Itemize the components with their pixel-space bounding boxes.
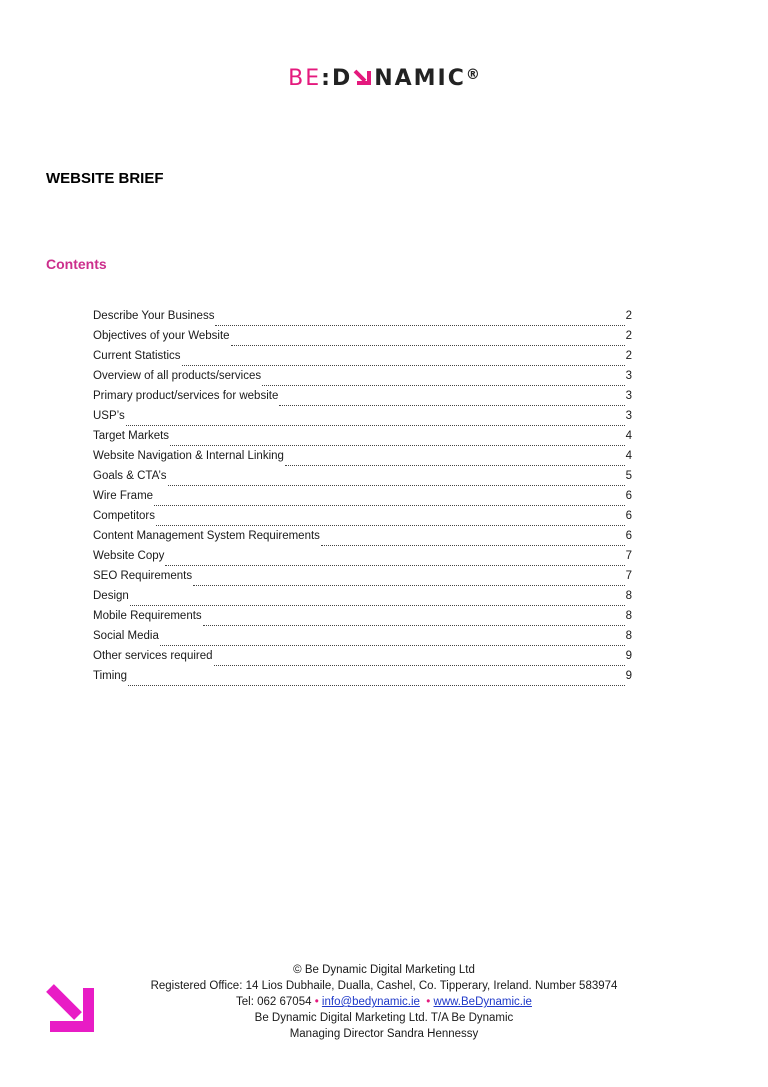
toc-entry-label: Timing: [93, 670, 128, 682]
toc-dot-leader: [130, 605, 625, 606]
footer-tel: Tel: 062 67054: [236, 996, 312, 1008]
toc-entry-page: 2: [625, 350, 632, 362]
toc-entry-label: Other services required: [93, 650, 213, 662]
toc-entry-page: 6: [625, 510, 632, 522]
toc-entry[interactable]: [93, 330, 632, 350]
toc-entry-label: Wire Frame: [93, 490, 154, 502]
footer-contact-line: [0, 994, 768, 1010]
toc-entry-label: Website Copy: [93, 550, 165, 562]
toc-entry-page: 8: [625, 630, 632, 642]
toc-dot-leader: [126, 425, 625, 426]
footer-company-line: Be Dynamic Digital Marketing Ltd. T/A Be Dynamic: [254, 1012, 514, 1024]
toc-entry-page: 3: [625, 410, 632, 422]
toc-entry-label: Target Markets: [93, 430, 170, 442]
toc-entry-label: SEO Requirements: [93, 570, 193, 582]
toc-entry[interactable]: [93, 450, 632, 470]
toc-dot-leader: [231, 345, 625, 346]
logo-arrow-icon: [353, 69, 373, 87]
contents-heading: Contents: [46, 256, 107, 272]
toc-entry[interactable]: [93, 350, 632, 370]
toc-entry-label: Current Statistics: [93, 350, 181, 362]
toc-dot-leader: [214, 665, 625, 666]
page-footer: [0, 962, 768, 1042]
toc-entry[interactable]: [93, 610, 632, 630]
toc-entry-label: Website Navigation & Internal Linking: [93, 450, 284, 462]
footer-registered-office: Registered Office: 14 Lios Dubhaile, Dualla, Cashel, Co. Tipperary, Ireland. Number 583974: [150, 980, 618, 992]
toc-dot-leader: [128, 685, 625, 686]
toc-entry[interactable]: [93, 650, 632, 670]
toc-dot-leader: [182, 365, 625, 366]
toc-dot-leader: [168, 485, 625, 486]
toc-entry-label: Overview of all products/services: [93, 370, 262, 382]
toc-entry-page: 6: [625, 490, 632, 502]
toc-entry[interactable]: [93, 530, 632, 550]
footer-website-link[interactable]: www.BeDynamic.ie: [433, 996, 532, 1008]
company-logo: [0, 66, 768, 91]
toc-entry-label: Mobile Requirements: [93, 610, 202, 622]
toc-entry-label: Goals & CTA’s: [93, 470, 167, 482]
logo-namic: NAMIC: [374, 66, 466, 91]
toc-dot-leader: [279, 405, 624, 406]
toc-entry-page: 4: [625, 450, 632, 462]
toc-entry-page: 8: [625, 590, 632, 602]
toc-entry-page: 6: [625, 530, 632, 542]
toc-entry[interactable]: [93, 550, 632, 570]
document-title: WEBSITE BRIEF: [46, 170, 164, 187]
toc-entry[interactable]: [93, 410, 632, 430]
toc-entry-page: 7: [625, 570, 632, 582]
bullet-icon: •: [426, 996, 431, 1008]
toc-entry[interactable]: [93, 310, 632, 330]
toc-entry-label: Design: [93, 590, 129, 602]
toc-entry[interactable]: [93, 370, 632, 390]
toc-dot-leader: [321, 545, 625, 546]
toc-entry-page: 3: [625, 390, 632, 402]
toc-entry[interactable]: [93, 490, 632, 510]
toc-dot-leader: [203, 625, 625, 626]
toc-entry-label: Primary product/services for website: [93, 390, 279, 402]
toc-dot-leader: [262, 385, 625, 386]
toc-entry[interactable]: [93, 630, 632, 650]
footer-director-line: Managing Director Sandra Hennessy: [289, 1028, 479, 1040]
toc-entry[interactable]: [93, 430, 632, 450]
toc-entry[interactable]: [93, 590, 632, 610]
toc-entry-page: 5: [625, 470, 632, 482]
toc-dot-leader: [170, 445, 625, 446]
toc-entry-page: 7: [625, 550, 632, 562]
toc-dot-leader: [285, 465, 625, 466]
toc-entry[interactable]: [93, 390, 632, 410]
toc-dot-leader: [193, 585, 625, 586]
toc-entry-page: 2: [625, 310, 632, 322]
footer-email-link[interactable]: info@bedynamic.ie: [321, 996, 420, 1008]
toc-entry-label: USP’s: [93, 410, 125, 422]
logo-registered: ®: [465, 67, 480, 83]
toc-entry-page: 9: [625, 650, 632, 662]
toc-entry-page: 4: [625, 430, 632, 442]
toc-entry[interactable]: [93, 510, 632, 530]
toc-entry-label: Describe Your Business: [93, 310, 215, 322]
table-of-contents: [93, 310, 632, 690]
toc-dot-leader: [154, 505, 625, 506]
logo-be: BE: [288, 66, 322, 91]
toc-dot-leader: [156, 525, 625, 526]
toc-entry-label: Social Media: [93, 630, 159, 642]
toc-entry-label: Content Management System Requirements: [93, 530, 320, 542]
toc-entry-label: Competitors: [93, 510, 155, 522]
footer-copyright: © Be Dynamic Digital Marketing Ltd: [293, 964, 475, 976]
bullet-icon: •: [314, 996, 319, 1008]
toc-entry-label: Objectives of your Website: [93, 330, 230, 342]
logo-d: D: [331, 66, 353, 91]
toc-entry-page: 9: [625, 670, 632, 682]
toc-dot-leader: [160, 645, 625, 646]
toc-dot-leader: [165, 565, 624, 566]
toc-entry[interactable]: [93, 670, 632, 690]
toc-entry-page: 3: [625, 370, 632, 382]
toc-entry-page: 2: [625, 330, 632, 342]
logo-colon: :: [321, 66, 332, 91]
toc-entry[interactable]: [93, 570, 632, 590]
toc-dot-leader: [215, 325, 624, 326]
toc-entry-page: 8: [625, 610, 632, 622]
toc-entry[interactable]: [93, 470, 632, 490]
